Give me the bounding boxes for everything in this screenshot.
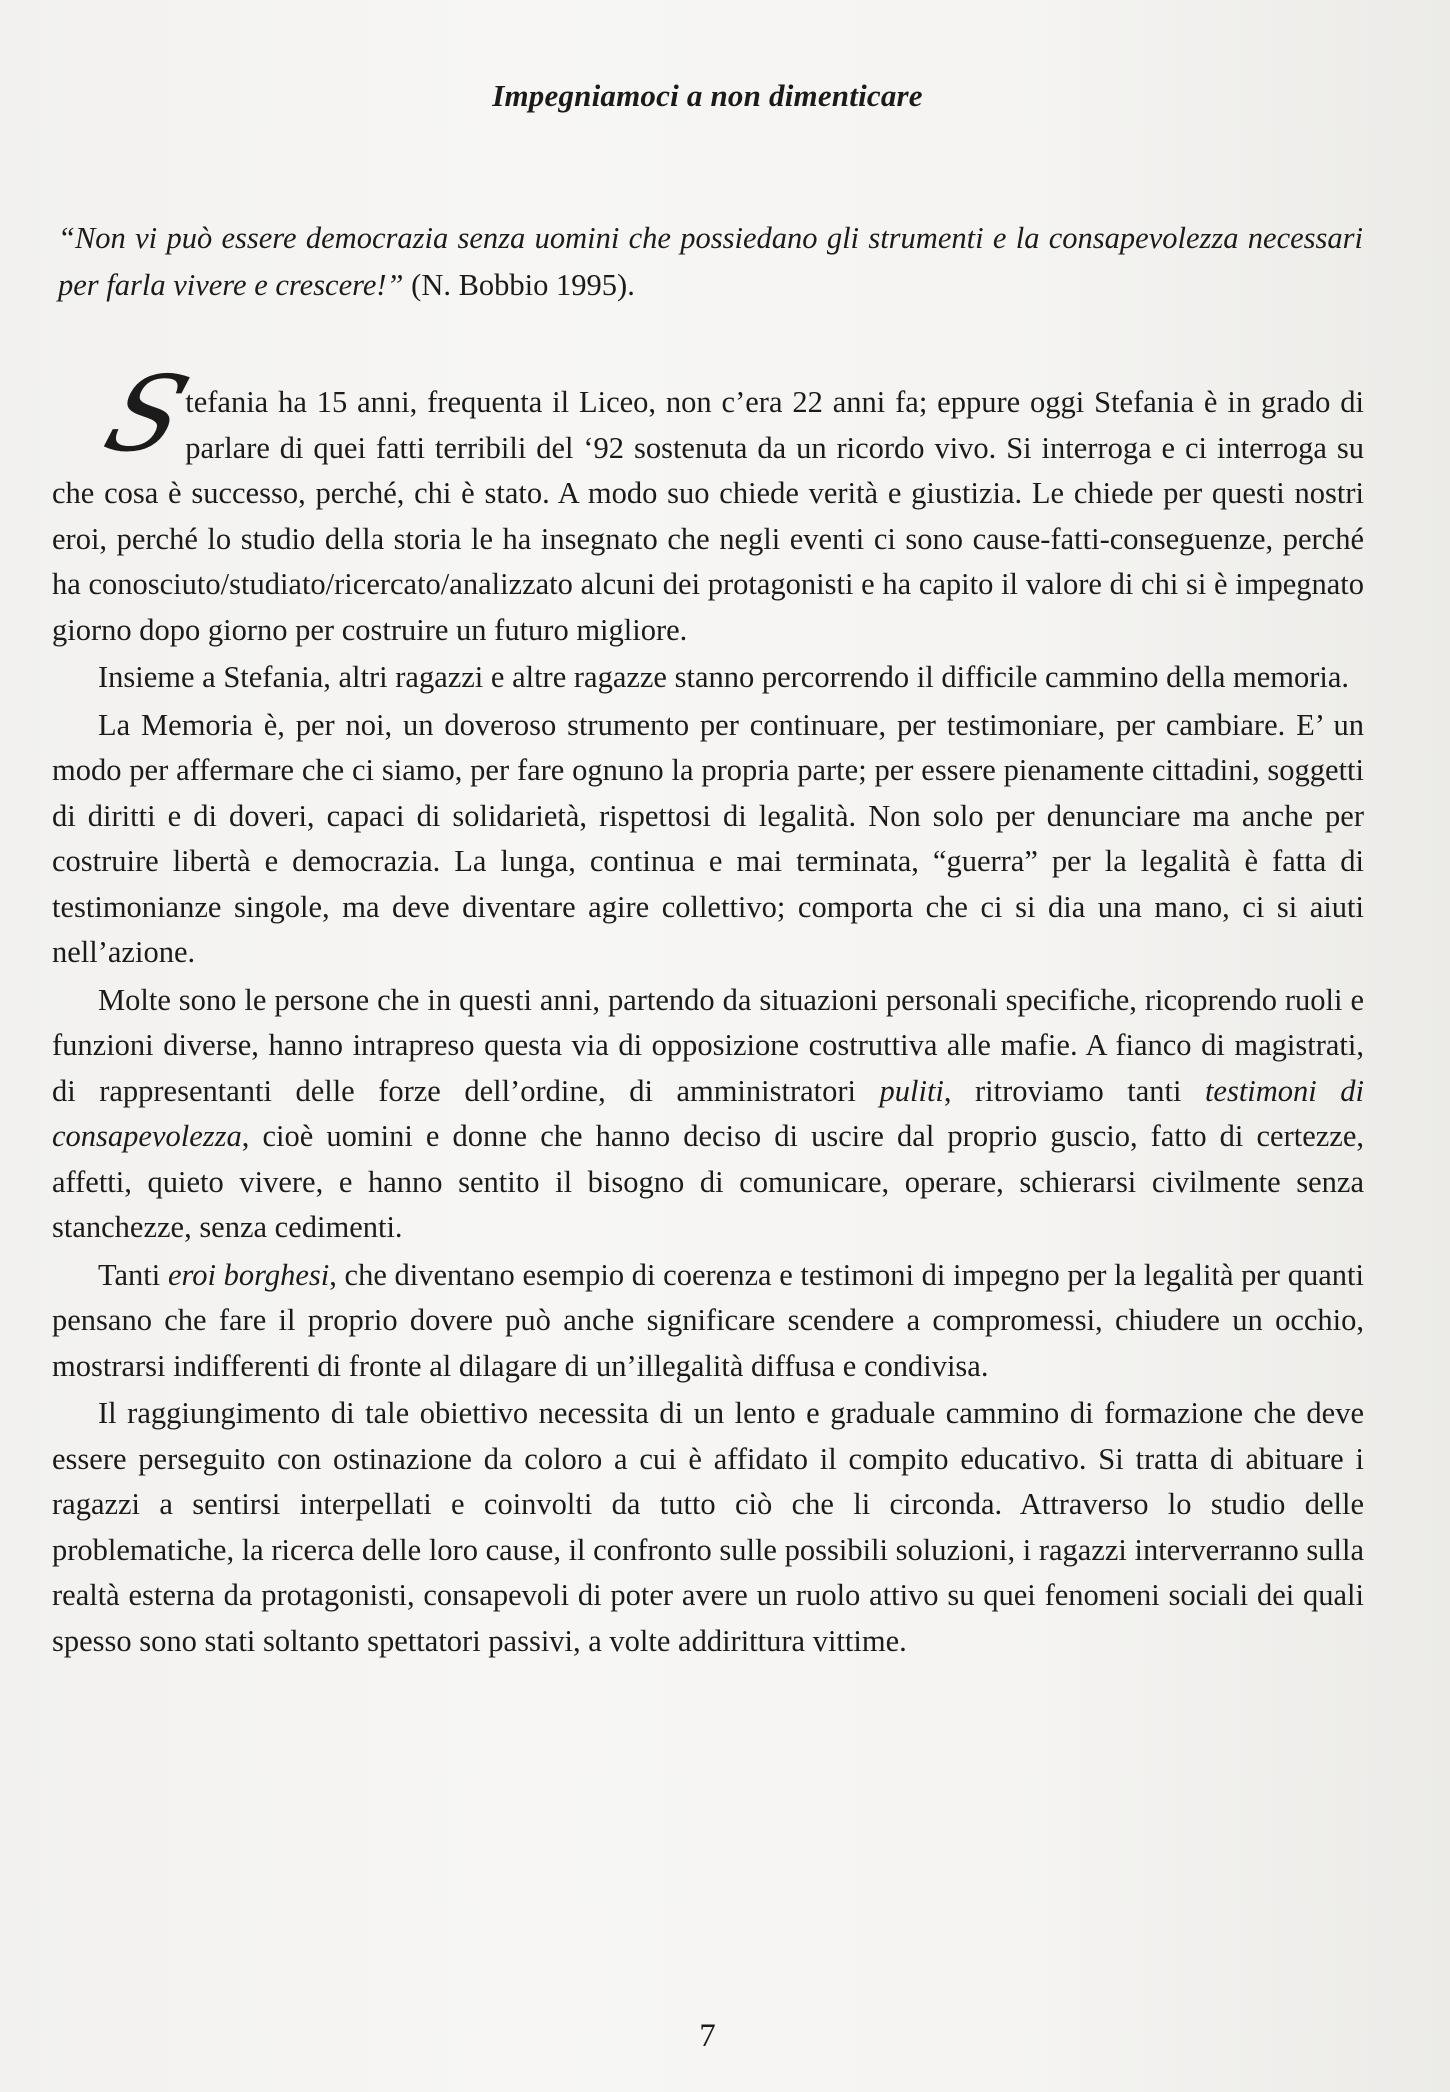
paragraph-2: Insieme a Stefania, altri ragazzi e altre ragazze stanno percorrendo il difficile cammino della memoria. bbox=[98, 660, 1350, 694]
epigraph bbox=[58, 215, 1363, 309]
paragraph-5 bbox=[52, 1253, 1364, 1390]
epigraph-citation: (N. Bobbio 1995). bbox=[411, 268, 635, 302]
page-number: 7 bbox=[699, 2018, 716, 2054]
body-text bbox=[52, 353, 1365, 1664]
paragraph-4-emphasis-2: testimoni di consapevolezza bbox=[52, 1073, 1364, 1153]
paragraph-1 bbox=[52, 353, 1364, 653]
paragraph-4 bbox=[52, 978, 1364, 1251]
page-title: Impegniamoci a non dimenticare bbox=[492, 78, 923, 113]
paragraph-1-text: tefania ha 15 anni, frequenta il Liceo, non c’era 22 anni fa; eppure oggi Stefania è in grado di parlare di quei fatti terribili del ‘92 sostenuta da un ricordo vivo. Si interroga e ci interroga su che cosa è successo, perché, chi è stato. A modo suo chiede verità e giustizia. Le chiede per questi nostri eroi, perché lo studio della storia le ha insegnato che negli eventi ci sono cause-fatti-conseguenze, perché ha conosciuto/studiato/ricercato/analizzato alcuni dei protagonisti e ha capito il valore di chi si è impegnato giorno dopo giorno per costruire un futuro migliore. bbox=[52, 385, 1364, 647]
paragraph-4-emphasis-1: puliti bbox=[879, 1073, 944, 1108]
paragraph-3: La Memoria è, per noi, un doveroso strumento per continuare, per testimoniare, per cambiare. E’ un modo per affermare che ci siamo, per fare ognuno la propria parte; per essere pienamente cittadini, soggetti di diritti e di doveri, capaci di solidarietà, rispettosi di legalità. Non solo per denunciare ma anche per costruire libertà e democrazia. La lunga, continua e mai terminata, “guerra” per la legalità è fatta di testimonianze singole, ma deve diventare agire collettivo; comporta che ci si dia una mano, ci si aiuti nell’azione. bbox=[52, 707, 1364, 969]
epigraph-text: “Non vi può essere democrazia senza uomini che possiedano gli strumenti e la consapevolezza necessari per farla vivere e crescere!” bbox=[58, 221, 1363, 302]
paragraph-5-text-b: , che diventano esempio di coerenza e testimoni di impegno per la legalità per quanti pensano che fare il proprio dovere può anche significare scendere a compromessi, chiudere un occhio, mostrarsi indifferenti di fronte al dilagare di un’illegalità diffusa e condivisa. bbox=[52, 1257, 1365, 1383]
paragraph-6: Il raggiungimento di tale obiettivo necessita di un lento e graduale cammino di formazione che deve essere perseguito con ostinazione da coloro a cui è affidato il compito educativo. Si tratta di abituare i ragazzi a sentirsi interpellati e coinvolti da tutto ciò che li circonda. Attraverso lo studio delle problematiche, la ricerca delle loro cause, il confronto sulle possibili soluzioni, i ragazzi interverranno sulla realtà esterna da protagonisti, consapevoli di poter avere un ruolo attivo su quei fenomeni sociali dei quali spesso sono stati soltanto spettatori passivi, a volte addirittura vittime. bbox=[52, 1396, 1364, 1658]
paragraph-4-text-c: , cioè uomini e donne che hanno deciso di uscire dal proprio guscio, fatto di certezze, affetti, quieto vivere, e hanno sentito il bisogno di comunicare, operare, schierarsi civilmente senza stanchezze, senza cedimenti. bbox=[52, 1119, 1364, 1244]
paragraph-5-text-a: Tanti bbox=[98, 1257, 161, 1292]
paragraph-5-emphasis: eroi borghesi bbox=[167, 1257, 330, 1292]
paragraph-4-text-b: , ritroviamo tanti bbox=[943, 1073, 1182, 1108]
drop-cap: S bbox=[91, 353, 203, 475]
paragraph-4-text-a: Molte sono le persone che in questi anni, partendo da situazioni personali specifiche, ricoprendo ruoli e funzioni diverse, hanno intrapreso questa via di opposizione costruttiva alle mafie. A fianco di magistrati, di rappresentanti delle forze dell’ordine, di amministratori bbox=[52, 982, 1364, 1108]
